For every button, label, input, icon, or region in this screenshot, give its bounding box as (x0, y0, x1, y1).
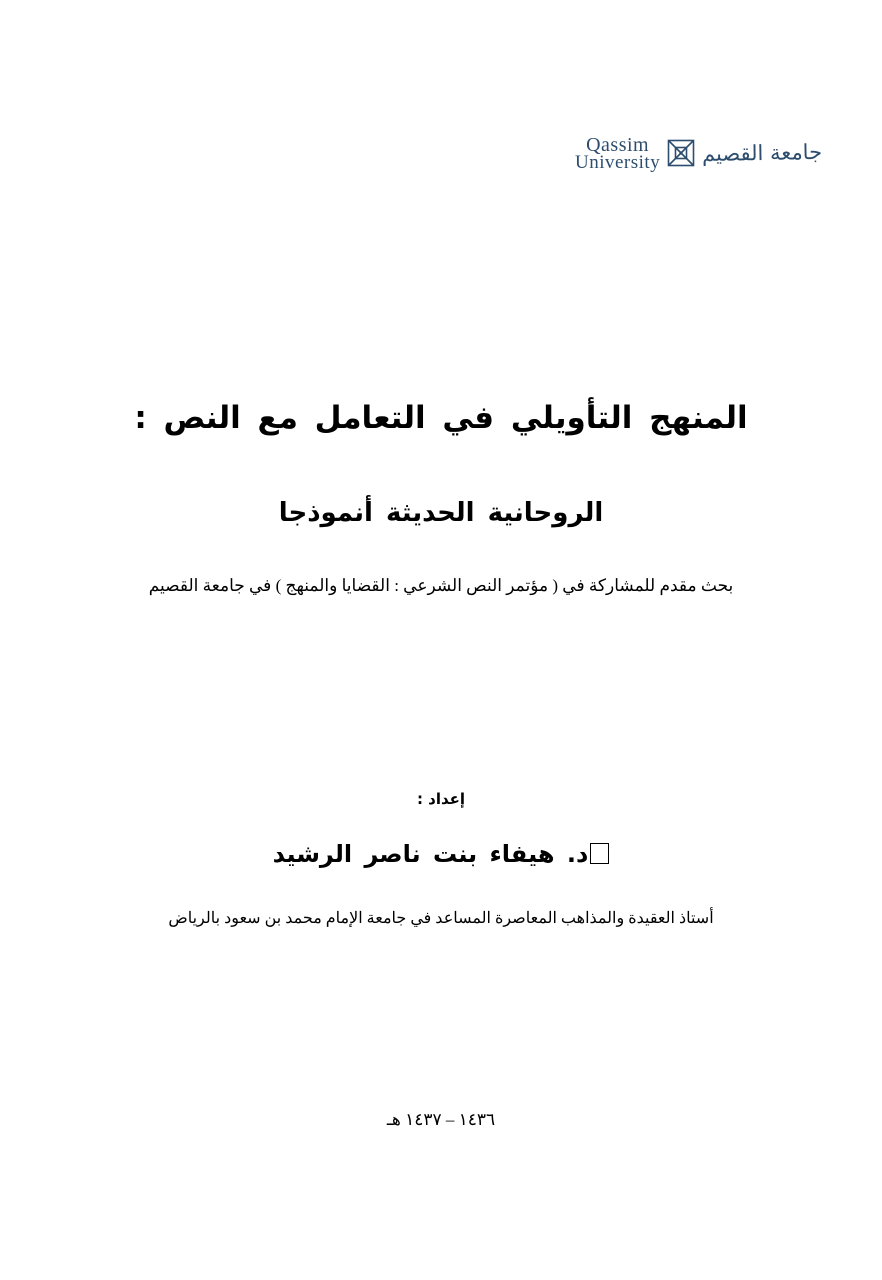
university-logo-line2: University (575, 151, 661, 173)
qassim-university-emblem-icon (664, 136, 698, 170)
publication-year: ١٤٣٦ – ١٤٣٧ هـ (386, 1110, 496, 1129)
missing-glyph-box (590, 843, 609, 864)
page-title: المنهج التأويلي في التعامل مع النص : (134, 400, 748, 436)
university-logo-line1: Qassim (586, 133, 650, 156)
prepared-by-label: إعداد : (416, 790, 466, 808)
author-name (0, 840, 882, 868)
page-subtitle: الروحانية الحديثة أنموذجا (278, 498, 604, 528)
author-name-text: د. هيفاء بنت ناصر الرشيد (272, 840, 589, 868)
conference-note: بحث مقدم للمشاركة في ( مؤتمر النص الشرعي : القضايا والمنهج ) في جامعة القصيم (148, 576, 734, 595)
university-logo-arabic-text: جامعة القصيم (702, 139, 823, 167)
author-affiliation: أستاذ العقيدة والمذاهب المعاصرة المساعد في جامعة الإمام محمد بن سعود بالرياض (168, 910, 714, 927)
university-logo (575, 118, 823, 188)
university-logo-latin-text (575, 135, 660, 172)
